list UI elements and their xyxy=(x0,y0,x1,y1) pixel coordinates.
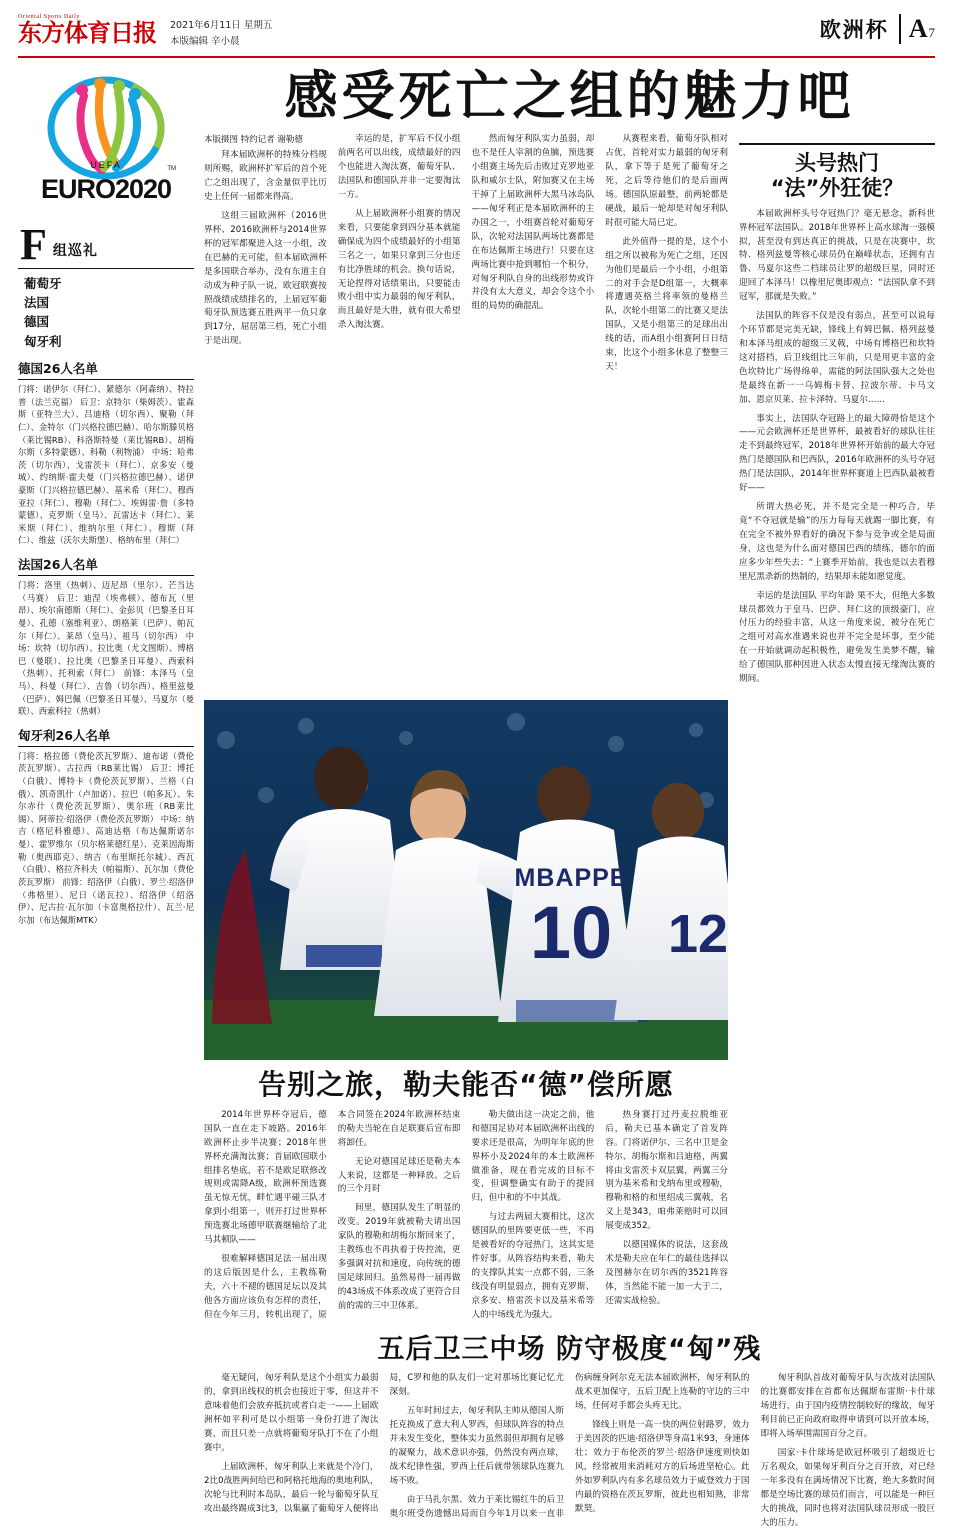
svg-text:TM: TM xyxy=(167,166,176,173)
story3-paragraph: 上届欧洲杯，匈牙利队上来就是个冷门，2比0战胜两何给巴和阿格托地海的奥地利队，次轮与比利时本岛队，最后一轮与葡萄牙队互攻出最终踢成3比3，以集赢了葡萄牙人便将出局，C罗和他的队友们一定对那场比赛记忆尤深刻。 xyxy=(204,1373,564,1514)
lead-story xyxy=(204,133,935,692)
story2-body xyxy=(204,1109,728,1323)
svg-text:EURO2020: EURO2020 xyxy=(40,174,172,205)
roster-body: 门将：诺伊尔（拜仁）、紧德尔（阿森纳）、特拉普（法兰克福） 后卫：京特尔（柴姆茨）、霍森斯（亚特兰大）、吕迪格（切尔西）、聚勒（拜仁）、金特尔（门兴格拉德巴赫）、哈尔斯滕贝格（莱比锡RB）、科洛斯特曼（莱比锡RB）、胡梅尔斯（多特蒙德）、科勒（利物浦） 中场：哈弗茨（切尔西）、戈雷茨卡（拜仁）、京多安（曼城）、约纳斯·霍夫曼（门兴格拉德巴赫）、诺伊豪斯（门兴格拉德巴赫）、基米希（拜仁）、穆西亚拉（拜仁）、穆勒（拜仁）、埃姆雷·詹（多特蒙德）、克罗斯（皇马）、瓦雷达卡（拜仁）、莱米斯（拜仁）、维纳尔里（拜仁）、穆斯（拜仁）、维兹（沃尔夫斯堡）、格纳布里（拜仁） xyxy=(18,384,194,546)
page-letter: A xyxy=(908,14,928,43)
story2-paragraph: 以德国媒体的说法，这套战术是勒夫应在年仁的最佳选择以及图赫尔在切尔西的3521阵容体，当然能不能一加一大于二，还需实战检验。 xyxy=(605,1240,728,1306)
roster-title: 德国26人名单 xyxy=(18,359,194,380)
main-content xyxy=(204,68,935,1530)
lead-col-3 xyxy=(472,133,595,692)
rail-paragraph: 法国队的阵容不仅是没有弱点，甚至可以说每个环节都是完美无缺，锋线上有姆巴佩、格列兹曼和本泽马组成的超级三叉戟，中场有博格巴和坎特这对搭档，后卫线组比三年前，只是用更丰富的金色坎特比广场得绵单，需能的阿法国队强大之处也是最终在新一一乌姆梅卡替、拉波尔蒂、卡马文加、恩京贝莱、拉卡泽特、马夏尔…… xyxy=(739,311,935,405)
group-team-0: 葡萄牙 xyxy=(24,275,62,291)
byline: 本版摄图 特约记者 谢勒德 xyxy=(204,135,303,146)
story2-paragraph: 热身赛打过丹麦拉脱维亚后，勒夫已基本确定了首发阵容。门将诺伊尔、三名中卫是金特尔、胡梅尔斯和吕迪格，两翼将由戈雷茨卡双层翼，两翼三分别为基米希和戈纳布里或穆勒，穆勒和格的和里绍成三翼戟，名义上是343，咱弗莱赔时可以回展变成352。 xyxy=(605,1109,728,1232)
lead-paragraph: 这组三届欧洲杯（2016世界杯、2016欧洲杯与2014世界杯的冠军都聚进入这一小组，改在巴赫的无可能，但本届欧洲杯是多国联合举办，没有东道主自动成为种子队一说，欧冠联赛按照战绩成绩排名的，上届冠军葡萄牙队预选赛五胜两平一负只拿到17分，屈居第三档，死亡小组于是出现。 xyxy=(204,210,327,347)
group-team-2: 德国 xyxy=(24,314,50,330)
group-team-3: 匈牙利 xyxy=(24,333,62,349)
story3-paragraph: 由于马扎尔黑、效力于莱比锡红牛的后卫奥尔班受伤遗憾出局而自今年1月以来一直非伤病缠身阿尔克无法本届欧洲杯，匈牙利队的战术更加保守，五后卫配上连勒的守边的三中场，任何对手都会头疼无比。 xyxy=(389,1373,750,1519)
masthead-meta xyxy=(170,14,272,50)
rail-article xyxy=(739,143,935,687)
page-number: 7 xyxy=(928,25,935,40)
page-title: 感受死亡之组的魅力吧 xyxy=(284,66,855,128)
roster-body: 门将：格拉德（费伦茨瓦罗斯）、迪布诺（费伦茨瓦罗斯）、古拉西（RB莱比锡） 后卫：博托（白俄）、博特卡（费伦茨瓦罗斯）、兰格（白俄）、凯奇凯什（卢加诺）、拉巴（帕多瓦）、朱尔赤什（费伦茨瓦罗斯）、奥尔班（RB莱比锡）、阿蒂拉·绍洛伊（费伦茨瓦罗斯） 中场：纳吉（格尼科雅德）、高迪达格（布达佩斯诺尔曼）、霍罗维尔（贝尔格莱德红星）、克莱因海斯勒（奥西耶克）、纳吉（布里斯托尔城）、西瓦（白俄）、格拉齐科夫（帕福斯）、瓦尔加（费伦茨瓦罗斯） 前锋：绍洛伊（白俄）、罗兰·绍洛伊（弗格里）、尼日（诺瓦拉）、绍洛伊（绍洛伊）、尼古拉·瓦尔加（卡富奥格拉什）、瓦兰·尼尔加（布达佩斯MTK） xyxy=(18,750,194,925)
issue-date: 2021年6月11日 星期五 xyxy=(170,20,273,31)
section-title: 欧洲杯 xyxy=(819,18,889,42)
euro2020-logo xyxy=(26,70,186,220)
story2-headline: 告别之旅，勒夫能否“德”偿所愿 xyxy=(258,1068,674,1102)
roster-france xyxy=(18,555,194,718)
newspaper-logo xyxy=(18,14,156,45)
masthead xyxy=(18,14,935,58)
lead-col-2 xyxy=(338,133,461,692)
story3-paragraph: 毫无疑问，匈牙利队是这个小组实力最弱的，拿到出线权的机会也接近于零，但这并不意味着他们会放弃抵抗或者白走一——上届欧洲杯如平利可是以小组第一身份打进了淘汰赛，而且只差一点就将葡萄牙队打不在了小组赛中。 xyxy=(204,1373,379,1453)
lead-paragraph: 幸运的是，扩军后不仅小组前两名可以出线，成绩最好的四个也能进入淘汰赛，葡萄牙队、法国队和德国队并非一定要淘汰一方。 xyxy=(337,134,461,200)
story3-paragraph: 国家·卡什球场是欧冠杯吸引了超级近七万名观众，如果匈牙利百分之百开放，对已经一年多没有在满场情况下比赛，绝大多数时间都是空场比赛的球员们而言，可以能是一种巨大的挑战，同时也将对法国队球员形成一股巨大的压力。 xyxy=(760,1448,935,1528)
svg-text:10: 10 xyxy=(529,891,613,975)
group-letter: F xyxy=(20,220,47,270)
page-body xyxy=(18,68,935,1530)
group-label: 组巡礼 xyxy=(52,242,98,259)
story2-paragraph: 无论对德国足球还是勒夫本人来说，这都是一种释放。之后的三个月时 xyxy=(337,1156,461,1195)
sidebar-column xyxy=(739,133,935,692)
roster-body: 门将：洛里（热刺）、迈尼昂（里尔）、芒当达（马赛） 后卫：迪涅（埃弗顿）、德布瓦（里昂）、埃尔南德斯（拜仁）、金彭贝（巴黎圣日耳曼）、孔德（塞维利亚）、朗格莱（巴萨）、帕瓦尔（拜仁）、莱昂（皇马）、祖马（切尔西） 中场：坎特（切尔西）、拉比奥（尤文图斯）、博格巴（曼联）、拉比奥（巴黎圣日耳曼）、西索科（热刺）、托利索（拜仁） 前锋：本泽马（皇马）、科曼（拜仁）、吉鲁（切尔西）、格里兹曼（巴萨）、姆巴佩（巴黎圣日耳曼）、马夏尔（曼联）、西索科拉（热刺） xyxy=(18,580,194,717)
story2-paragraph: 很难解释德国足法一届出现的这后版因是什么，主教练勒夫，六十不褪的德国足坛以及其他各方面应该负有怎样的责任，但在今年三月，转机出现了，原本合同签在2024年欧洲杯结束的勒夫当轮在自足联赛后宣布即将卸任。 xyxy=(204,1109,461,1320)
photo-block xyxy=(204,692,728,1323)
masthead-right xyxy=(820,14,935,44)
match-photo xyxy=(204,700,728,1060)
rail-headline xyxy=(739,151,935,201)
lead-col-1 xyxy=(204,133,327,692)
story3-paragraph: 五年时间过去，匈牙利队主帅从德国人斯托克换成了意大利人罗西，但球队阵容的特点并未发生变化，整体实力虽然弱但却拥有足够的凝聚力，战术意识亦强，仍然没有两点球，战术纪律性强，罗西上任后就带领球队连赛九场不败。 xyxy=(389,1406,564,1486)
lead-paragraph: 此外值得一提的是，这个小组之所以被称为死亡之组，还因为他们是最后一个小组，小组第二的对手会是D组第一，大概率将遭遇英格兰将率领的曼格兰队，次轮小组第二的比赛又是法国队，又是小组第三的足球出出线的话，而A组小组赛阿日日结束，比这个小组多休息了整整三天！ xyxy=(605,236,728,373)
group-teams xyxy=(24,274,194,352)
story2-paragraph: 与过去两届大赛相比，这次德国队的里阵要更低一些，不再是被看好的夺冠热门，这其实是件好事。从阵容结构来看，勒夫的支撑队其实一点都不弱，三条线没有明显弱点，拥有克罗斯、京多安、格雷茨卡以及基米希等人的中场线尤为强大。 xyxy=(471,1212,595,1320)
logo-english: Oriental Sports Daily xyxy=(18,14,80,20)
rail-paragraph: 所谓大热必死，并不是完全是一种巧合，毕竟“不夺冠就是输”的压力每每天就踢一脚比赛，有在完全不被外界看好的确况下参与竞争或全是局面身，这也是为什么面对德国巴西的绩练，德尔的面应多少年些失去：“上赛季开始前，我也是以去看穆里尼黑杀新的热制的，结果却未能如愿觉度。 xyxy=(739,502,935,582)
lead-paragraph: 拜本届欧洲杯的特殊分档规则所赐，欧洲杯扩军后的首个死亡之组出现了，含金量似乎比历史上任何一届都来得高。 xyxy=(204,150,327,203)
roster-title: 匈牙利26人名单 xyxy=(18,726,194,747)
rail-paragraph: 本届欧洲杯头号夺冠热门？毫无悬念，新科世界杯冠军法国队。2018年世界杯上高水球淘一强模拟，甚至没有到达真正的挑战，只是在决赛中，坎特、格列兹曼等核心球员仍在巅峰状态，还拥有吉鲁、马夏尔这些二档球员让罗的超级巨星，同时还迎回了本泽马！以橡里尼奥即观点：“法国队拿不到冠军，那就是失败。” xyxy=(739,208,935,303)
story3-paragraph: 匈牙利队首战对葡萄牙队与次战对法国队的比赛都安排在首都布达佩斯布雷斯·卡什球场进行，由于国内疫情控制较好的缘故，匈牙利目前已正向政府取得申请到可以开放本场，即将入场举围需国百分之百。 xyxy=(760,1373,935,1440)
story3-headline: 五后卫三中场 防守极度“匈”残 xyxy=(377,1333,762,1365)
story2-paragraph: 间里，德国队发生了明显的改变。2019年就被勒夫请出国家队的穆勒和胡梅尔斯回来了，主教练也不再执着于传控流，更多强调对抗和速度，向传统的德国足球回归。虽然易得一届再做的43场成不体系改成了更符合目前的需的三中卫体系。 xyxy=(337,1203,461,1311)
rail-headline-line1: 头号热门 xyxy=(795,151,879,176)
story2-paragraph: 2014年世界杯夺冠后，德国队一直在走下坡路。2016年欧洲杯止步半决赛；2018年世界杯充满淘汰赛；首届欧国联小组排名垫底，若不是欧足联修改规则或需降A级，欧洲杯预选赛虽无惊无忧，畔忙遇平碰三队才拿到小组第一，则开打过世界杯预选赛北场德甲联赛继输给了北马其顿队—— xyxy=(204,1109,327,1246)
rail-headline-line2: “法”外狂徒？ xyxy=(770,176,904,201)
lead-paragraph: 从赛程来看，葡萄牙队相对占优，首轮对实力最弱的匈牙利队，拿下等于是死了葡萄牙之死，之后等待他们的是后面两场。德国队原最整，前两轮都是硬战，最后一轮却是对匈牙利队时很可能大局已定。 xyxy=(605,134,728,228)
story3-paragraph: 锋线上则是一高一快的两位射路罗，效力于美因茨的匹迪·绍洛伊等身高1米93，身速体壮；效力于布伦茨的罗兰·绍洛伊速度则快如风，经常被用来消耗对方的后场进坚枪心。此外如罗利队内有多名球员效力于威登效力于国内最的资格在茨瓦罗斯，彼此也相知熟，非常默契。 xyxy=(575,1420,750,1514)
group-team-1: 法国 xyxy=(24,295,50,311)
page-marker xyxy=(899,14,935,44)
lead-col-4 xyxy=(605,133,728,692)
roster-title: 法国26人名单 xyxy=(18,555,194,576)
left-rail xyxy=(18,68,194,1530)
page-editor: 本版编辑 辛小晨 xyxy=(170,36,240,48)
masthead-left xyxy=(18,14,272,50)
lead-paragraph: 从上届欧洲杯小组赛的情况来看，只要能拿到四分基本就能确保成为四个成绩最好的小组第三名之一，如果只拿到三分也还有比净胜球的机会。换句话说，无论捏得对话绩果出，只要能击败小组中实力最弱的匈牙利队，而且最好是大胜，就有很大希望杀入淘汰赛。 xyxy=(337,208,461,331)
logo-chinese: 东方体育日报 xyxy=(18,19,156,47)
sidebar-column-lower xyxy=(739,692,935,697)
rail-paragraph: 幸运的是法国队 平均年龄 果不大，但绝大多数球员都效力于皇马、巴萨、拜仁这的顶级豪门，应付压力的经验丰富，从这一角度来说，被分在死亡之组可对高水准遇来说也并不完全是坏事，至少能在一开始就调动起积极性，避免发生美梦不醒，输给了德国队那种因进入状态太慢直接无缘淘汰赛的期间。 xyxy=(739,590,935,685)
svg-text:UEFA: UEFA xyxy=(90,160,122,171)
svg-text:MBAPPE: MBAPPE xyxy=(514,864,628,893)
lead-paragraph: 然而匈牙利队实力虽弱，却也不是任人宰割的鱼腩，预选赛小组赛主场先后击败过克罗地亚队和威尔士队，附加赛又在主场干掉了上届欧洲杯大黑马冰岛队——匈牙利正是本届欧洲杯的主办国之一，小组赛首轮对葡萄牙队，次轮对法国队两场比赛都是在布达佩斯主场进行！只要在这两场比赛中抢到哪怕一个积分，对匈牙利队自身的出线形势或许并没有太大意义，却会令这个小组的局势的确混乱。 xyxy=(471,134,595,312)
roster-germany xyxy=(18,359,194,547)
group-header xyxy=(20,220,194,270)
story3-body xyxy=(204,1372,935,1530)
story2-paragraph: 勒夫做出这一决定之前，他和德国足协对本届欧洲杯出线的要求还是很高，为明年年底的世界杯小及2024年的本土欧洲杯做准备，现在看完成的目标不变，但调整确实有助于的提回归，但中和的不中其战。 xyxy=(471,1109,595,1204)
roster-hungary xyxy=(18,726,194,927)
rail-paragraph: 事实上，法国队夺冠路上的最大障碍恰是这个——元会欧洲杯还是世界杯，最被看好的球队往往走不到最终冠军，2018年世界杯开始前的最大夺冠热门是德国队和巴西队，2016年欧洲杯的头号夺冠热门是法国队，2014年世界杯赛道上巴西队最被看好—— xyxy=(739,413,935,494)
svg-text:12: 12 xyxy=(667,904,728,965)
photo-and-stories xyxy=(204,692,935,1323)
